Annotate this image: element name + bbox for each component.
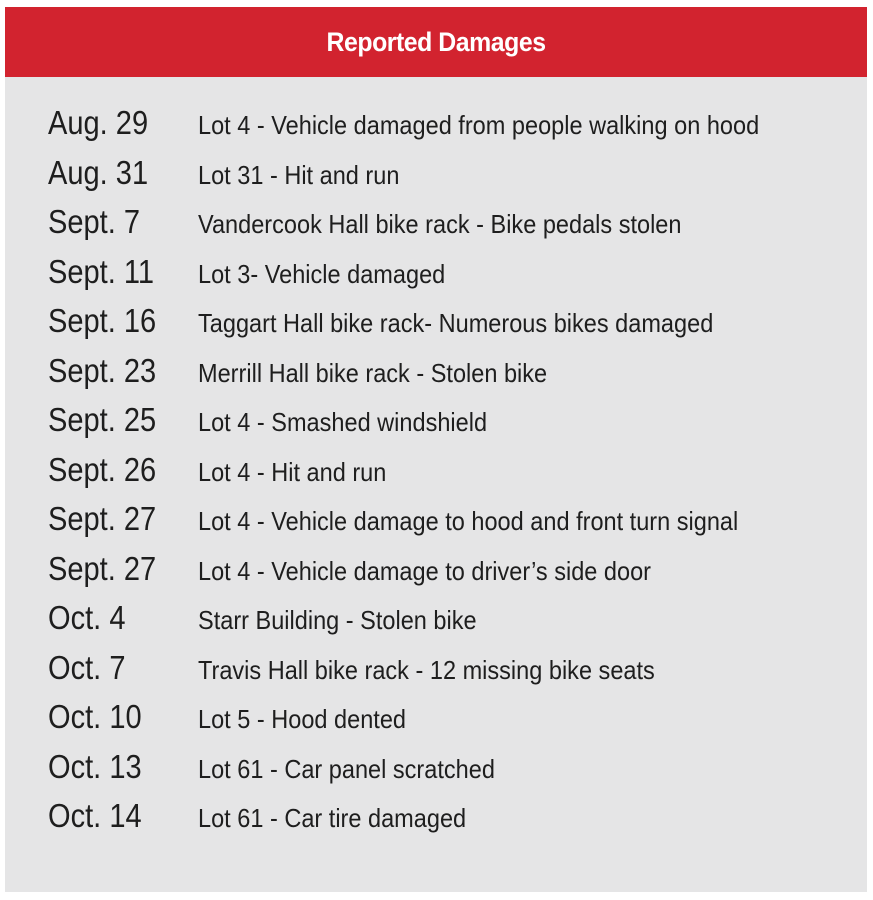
entry-date: Sept. 16: [48, 302, 157, 339]
entry-description: Lot 4 - Smashed windshield: [198, 407, 488, 437]
entry-description: Merrill Hall bike rack - Stolen bike: [198, 357, 548, 388]
entry-description: Lot 3- Vehicle damaged: [198, 258, 446, 289]
list-item: [5, 549, 867, 599]
entry-date: Sept. 25: [48, 401, 157, 438]
list-item: [5, 103, 867, 153]
entry-description: Starr Building - Stolen bike: [198, 605, 477, 635]
entry-description: Lot 5 - Hood dented: [198, 704, 407, 734]
entry-date: Sept. 11: [48, 252, 155, 290]
entry-date: Oct. 10: [48, 698, 142, 735]
entry-date: Sept. 27: [48, 549, 157, 587]
list-item: [5, 648, 867, 698]
list-item: [5, 499, 867, 549]
list-item: [5, 598, 867, 648]
entry-description: Lot 4 - Vehicle damage to hood and front turn signal: [198, 506, 739, 536]
entry-date: Sept. 26: [48, 450, 157, 488]
entry-date: Oct. 4: [48, 599, 126, 636]
entry-date: Aug. 31: [48, 153, 149, 191]
entry-description: Lot 4 - Vehicle damaged from people walking on hood: [198, 110, 760, 140]
list-item: [5, 450, 867, 500]
damage-list: [5, 103, 867, 846]
entry-date: Aug. 29: [48, 104, 149, 141]
list-item: [5, 747, 867, 797]
list-item: [5, 400, 867, 450]
entry-description: Lot 4 - Hit and run: [198, 456, 387, 487]
list-item: [5, 301, 867, 351]
list-item: [5, 252, 867, 302]
entry-date: Oct. 14: [48, 797, 142, 834]
entry-date: Sept. 23: [48, 351, 157, 389]
entry-description: Vandercook Hall bike rack - Bike pedals stolen: [198, 209, 682, 239]
reported-damages-panel: [5, 7, 867, 892]
list-item: [5, 351, 867, 401]
panel-title: Reported Damages: [326, 26, 546, 57]
list-item: [5, 697, 867, 747]
entry-date: Oct. 13: [48, 747, 142, 785]
entry-date: Oct. 7: [48, 648, 126, 686]
panel-header: [5, 7, 867, 77]
entry-description: Lot 61 - Car tire damaged: [198, 803, 467, 833]
entry-description: Travis Hall bike rack - 12 missing bike seats: [198, 654, 655, 685]
entry-date: Sept. 27: [48, 500, 157, 537]
list-item: [5, 796, 867, 846]
entry-description: Lot 31 - Hit and run: [198, 159, 400, 190]
entry-date: Sept. 7: [48, 203, 141, 240]
entry-description: Taggart Hall bike rack- Numerous bikes damaged: [198, 308, 714, 338]
entry-description: Lot 4 - Vehicle damage to driver’s side door: [198, 555, 652, 586]
list-item: [5, 153, 867, 203]
list-item: [5, 202, 867, 252]
entry-description: Lot 61 - Car panel scratched: [198, 753, 495, 784]
